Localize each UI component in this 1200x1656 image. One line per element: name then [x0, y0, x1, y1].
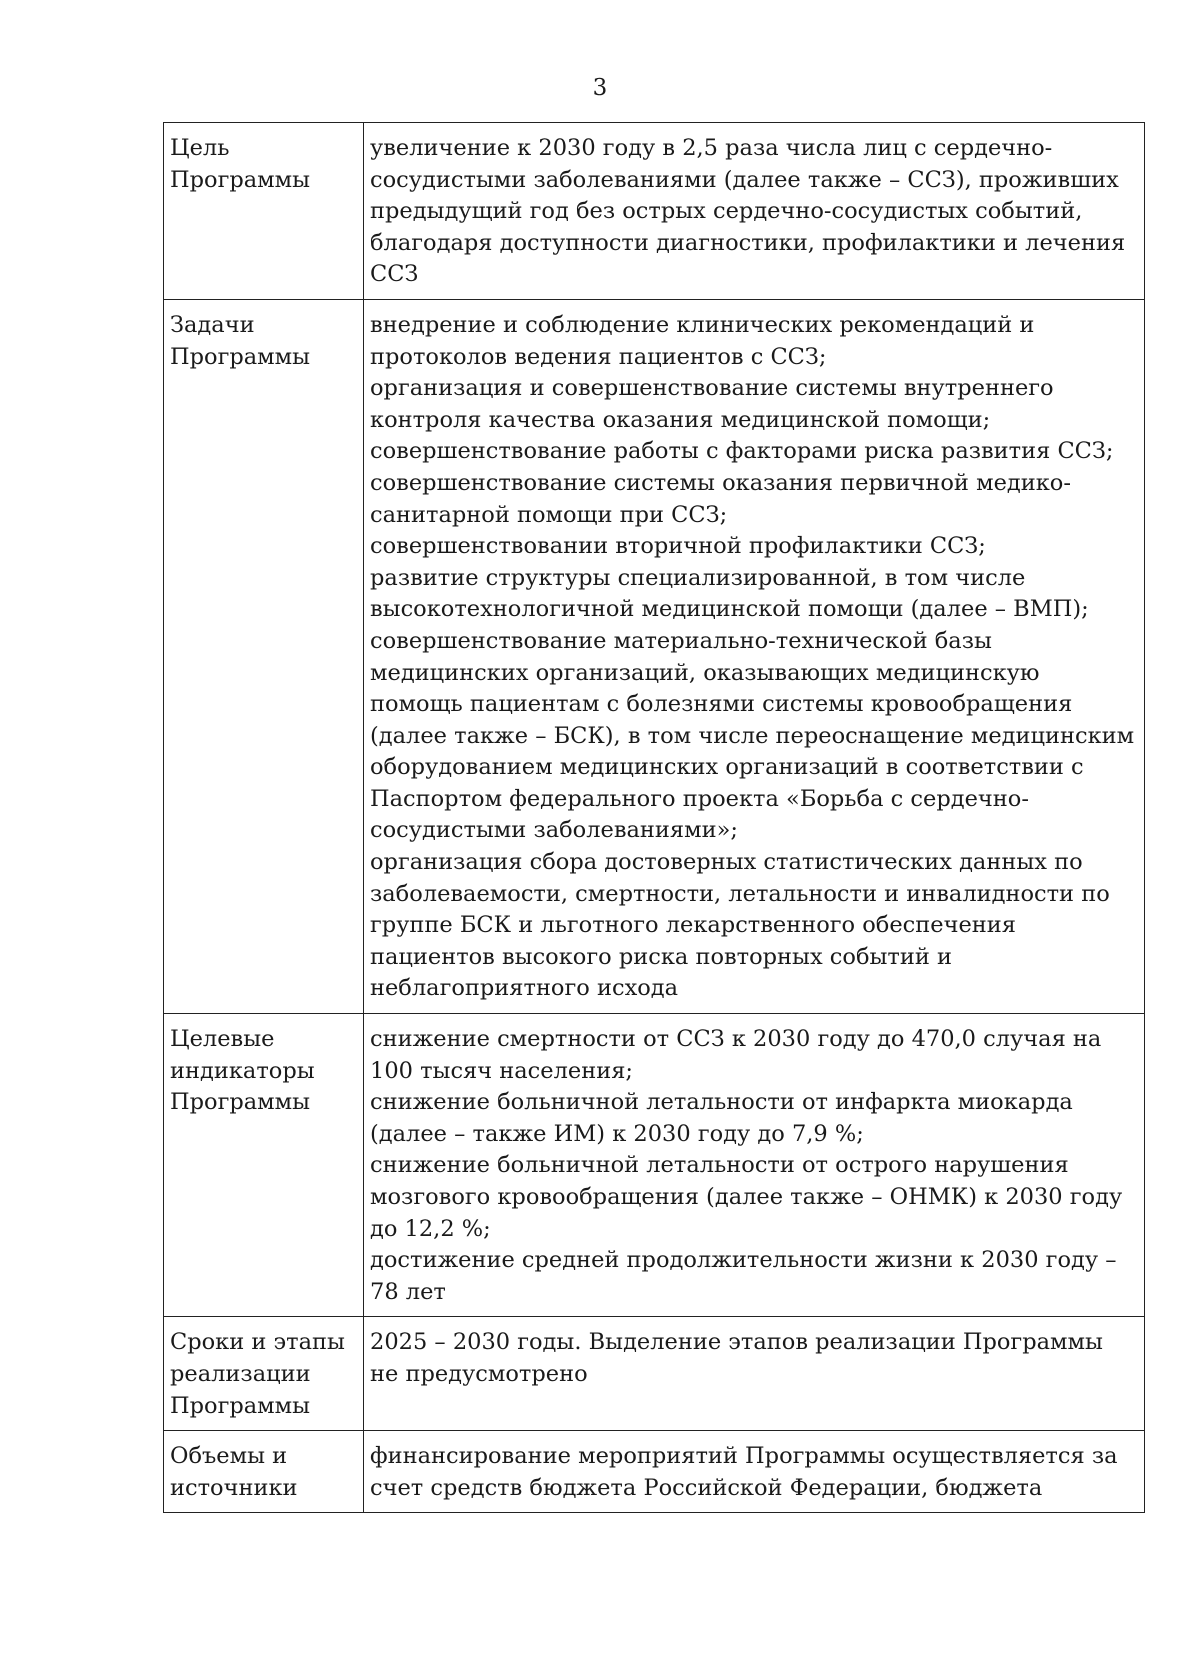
cell-text-line: высокотехнологичной медицинской помощи (далее – ВМП);: [370, 596, 1089, 623]
cell-text-line: внедрение и соблюдение клинических рекомендаций и: [370, 311, 1035, 338]
cell-text-line: благодаря доступности диагностики, профилактики и лечения: [370, 229, 1126, 256]
cell-text-line: оборудованием медицинских организаций в соответствии с: [370, 754, 1084, 781]
cell-text-line: Программы: [170, 1089, 311, 1116]
cell-text-line: совершенствовании вторичной профилактики ССЗ;: [370, 533, 986, 560]
row-value-funding: [364, 1431, 1145, 1513]
cell-text-line: Задачи: [170, 311, 255, 338]
cell-text-line: организация сбора достоверных статистических данных по: [370, 849, 1083, 876]
cell-text-line: 78 лет: [370, 1278, 446, 1305]
cell-text-line: (далее – также ИМ) к 2030 году до 7,9 %;: [370, 1120, 864, 1147]
cell-text-line: снижение смертности от ССЗ к 2030 году до 470,0 случая на: [370, 1026, 1102, 1053]
cell-text-line: Целевые: [170, 1026, 275, 1053]
row-value-terms: [364, 1317, 1145, 1431]
cell-text-line: ССЗ: [370, 261, 419, 288]
cell-text-line: источники: [170, 1474, 298, 1501]
cell-text-line: снижение больничной летальности от инфаркта миокарда: [370, 1089, 1073, 1116]
cell-text-line: помощь пациентам с болезнями системы кровообращения: [370, 691, 1073, 718]
cell-text-line: Сроки и этапы: [170, 1329, 345, 1356]
row-label-tasks: [164, 299, 364, 1013]
cell-text-line: Паспортом федерального проекта «Борьба с сердечно-: [370, 785, 1029, 812]
cell-text-line: снижение больничной летальности от острого нарушения: [370, 1152, 1069, 1179]
table-row-funding: [164, 1431, 1145, 1513]
table-row-terms: [164, 1317, 1145, 1431]
cell-text-line: счет средств бюджета Российской Федерации, бюджета: [370, 1474, 1043, 1501]
cell-text-line: совершенствование системы оказания первичной медико-: [370, 469, 1071, 496]
row-label-terms: [164, 1317, 364, 1431]
cell-text-line: санитарной помощи при ССЗ;: [370, 501, 728, 528]
cell-text-line: мозгового кровообращения (далее также – ОНМК) к 2030 году: [370, 1184, 1123, 1210]
table-row-indicators: [164, 1014, 1145, 1317]
table-body: [164, 123, 1145, 1513]
row-label-indicators: [164, 1014, 364, 1317]
cell-text-line: предыдущий год без острых сердечно-сосудистых событий,: [370, 198, 1083, 225]
cell-text-line: заболеваемости, смертности, летальности и инвалидности по: [370, 880, 1110, 907]
program-passport-table: [163, 122, 1145, 1513]
cell-text-line: Программы: [170, 343, 311, 370]
table-row-tasks: [164, 299, 1145, 1013]
cell-text-line: пациентов высокого риска повторных событий и: [370, 943, 952, 970]
cell-text-line: финансирование мероприятий Программы осуществляется за: [370, 1443, 1118, 1470]
cell-text-line: сосудистыми заболеваниями»;: [370, 817, 738, 844]
cell-text-line: не предусмотрено: [370, 1360, 588, 1387]
cell-text-line: совершенствование материально-технической базы: [370, 627, 992, 654]
row-label-goal: [164, 123, 364, 300]
row-value-tasks: [364, 299, 1145, 1013]
cell-text-line: контроля качества оказания медицинской помощи;: [370, 406, 991, 433]
cell-text-line: Цель: [170, 135, 230, 161]
cell-text-line: медицинских организаций, оказывающих медицинскую: [370, 659, 1040, 686]
cell-text-line: организация и совершенствование системы внутреннего: [370, 375, 1054, 402]
cell-text-line: Объемы и: [170, 1443, 288, 1470]
cell-text-line: группе БСК и льготного лекарственного обеспечения: [370, 912, 1016, 939]
cell-text-line: неблагоприятного исхода: [370, 975, 679, 1002]
cell-text-line: увеличение к 2030 году в 2,5 раза числа лиц с сердечно-: [370, 135, 1053, 161]
cell-text-line: Программы: [170, 1392, 311, 1419]
row-value-indicators: [364, 1014, 1145, 1317]
cell-text-line: достижение средней продолжительности жизни к 2030 году –: [370, 1247, 1117, 1274]
row-label-funding: [164, 1431, 364, 1513]
cell-text-line: индикаторы: [170, 1057, 315, 1084]
row-value-goal: [364, 123, 1145, 300]
cell-text-line: реализации: [170, 1360, 311, 1387]
cell-text-line: совершенствование работы с факторами риска развития ССЗ;: [370, 438, 1114, 465]
cell-text-line: развитие структуры специализированной, в том числе: [370, 564, 1026, 591]
cell-text-line: сосудистыми заболеваниями (далее также – ССЗ), проживших: [370, 166, 1119, 193]
cell-text-line: до 12,2 %;: [370, 1215, 491, 1242]
cell-text-line: Программы: [170, 166, 311, 193]
page-number: 3: [592, 75, 608, 101]
cell-text-line: 100 тысяч населения;: [370, 1057, 633, 1084]
cell-text-line: (далее также – БСК), в том числе переоснащение медицинским: [370, 722, 1135, 749]
cell-text-line: 2025 – 2030 годы. Выделение этапов реализации Программы: [370, 1329, 1103, 1356]
cell-text-line: протоколов ведения пациентов с ССЗ;: [370, 343, 827, 370]
table-row-goal: [164, 123, 1145, 300]
